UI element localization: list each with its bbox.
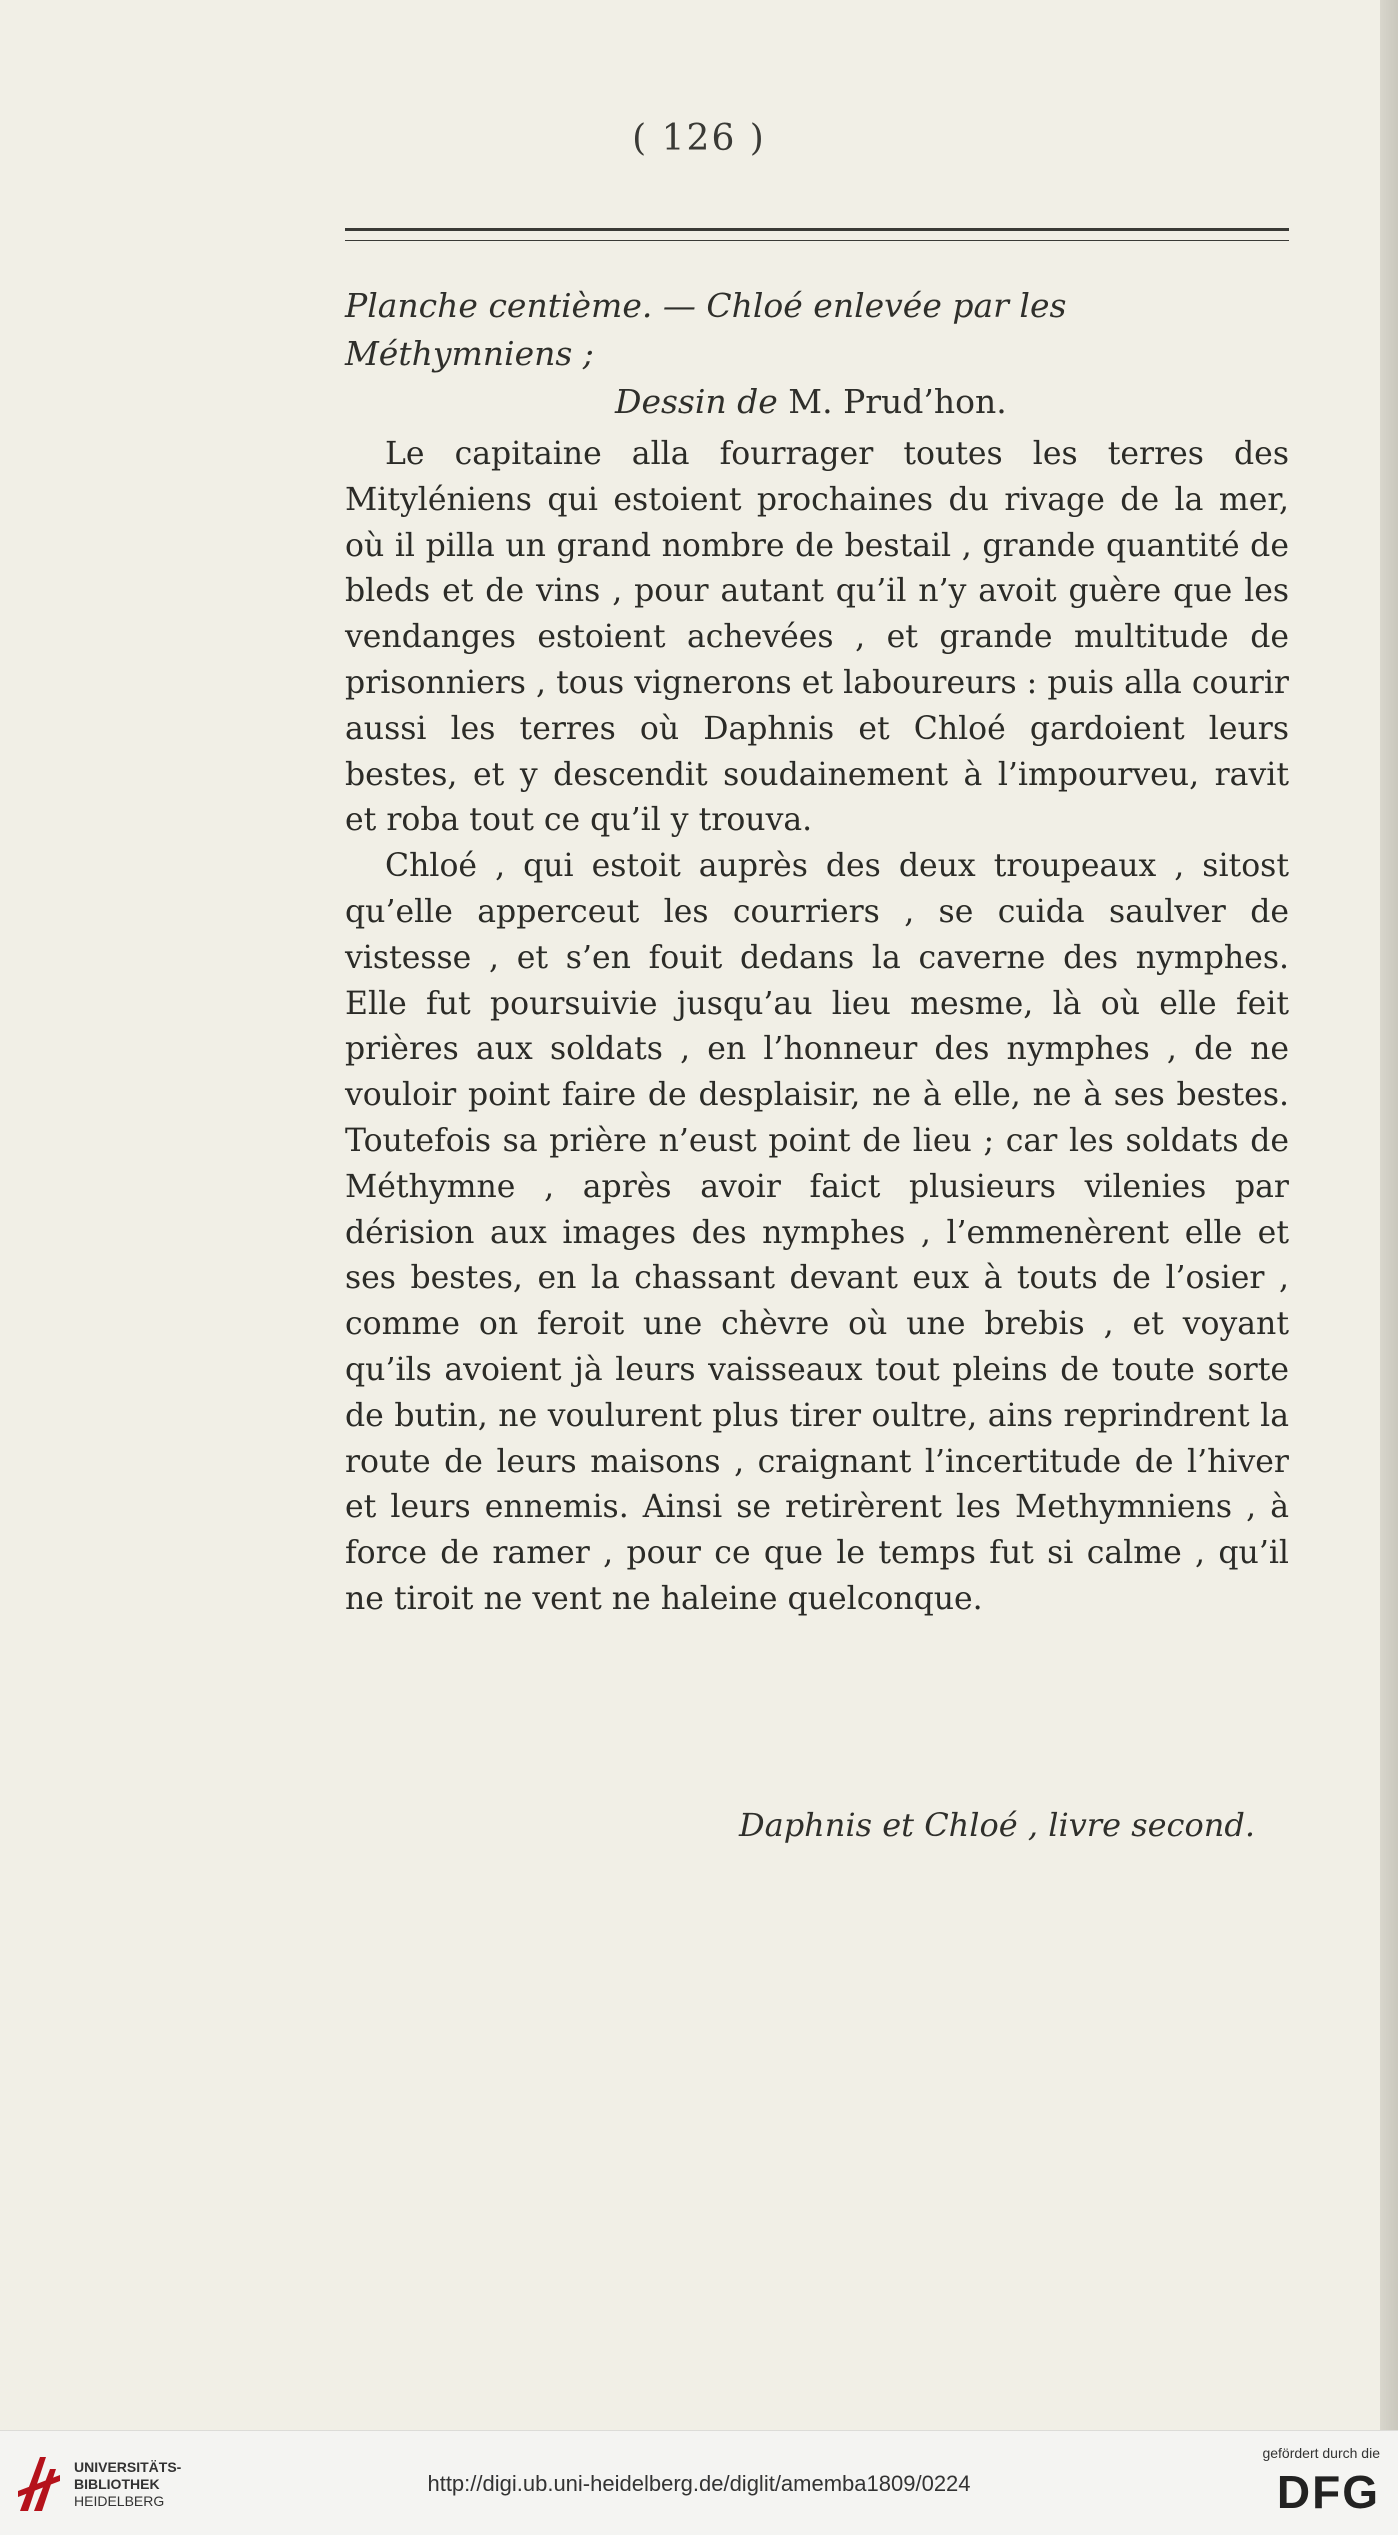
dfg-logo-icon: DFG [1276, 2466, 1380, 2518]
caption-credit [345, 378, 1289, 426]
page-number: ( 126 ) [632, 118, 766, 159]
page-edge-shadow [1380, 0, 1398, 2430]
body-text [345, 432, 1289, 1623]
caption-credit-prefix: Dessin de [615, 382, 778, 421]
library-name-line2: BIBLIOTHEK [74, 2476, 160, 2492]
funding-block [1240, 2445, 1380, 2517]
paragraph-2: Chloé , qui estoit auprès des deux troupeaux , sitost qu’elle apperceut les courriers , se cuida saulver de vistesse , et s’en fouit dedans la caverne des nymphes. Elle fut poursuivie jusqu’au lieu mesme, là où elle feit prières aux soldats , en l’honneur des nymphes , de ne vouloir point faire de desplaisir, ne à elle, ne à ses bestes. Toutefois sa prière n’eust point de lieu ; car les soldats de Méthymne , après avoir faict plusieurs vilenies par dérision aux images des nymphes , l’emmenèrent elle et ses bestes, en la chassant devant eux à touts de l’osier , comme on feroit une chèvre où une brebis , et voyant qu’ils avoient jà leurs vaisseaux tout pleins de toute sorte de butin, ne voulurent plus tirer oultre, ains reprindrent la route de leurs maisons , craignant l’incertitude de l’hiver et leurs ennemis. Ainsi se retirèrent les Methymniens , à force de ramer , pour ce que le temps fut si calme , qu’il ne tiroit ne vent ne haleine quelconque. [345, 848, 1289, 1617]
plate-caption [345, 282, 1289, 426]
digitization-footer [0, 2430, 1398, 2535]
header-rule-thin [345, 240, 1289, 241]
header-rule-thick [345, 228, 1289, 231]
source-attribution: Daphnis et Chloé , livre second. [738, 1806, 1255, 1844]
library-name-line3: HEIDELBERG [74, 2493, 165, 2509]
caption-credit-name: M. Prud’hon. [777, 382, 1007, 421]
permalink-url[interactable]: http://digi.ub.uni-heidelberg.de/diglit/amemba1809/0224 [427, 2471, 971, 2496]
funding-label: gefördert durch die [1262, 2445, 1380, 2461]
library-name-line1: UNIVERSITÄTS- [74, 2459, 182, 2475]
caption-title: Planche centième. — Chloé enlevée par les Méthymniens ; [345, 286, 1067, 373]
paragraph-1: Le capitaine alla fourrager toutes les terres des Mityléniens qui estoient prochaines du rivage de la mer, où il pilla un grand nombre de bestail , grande quantité de bleds et de vins , pour autant qu’il n’y avoit guère que les vendanges estoient achevées , et grande multitude de prisonniers , tous vignerons et laboureurs : puis alla courir aussi les terres où Daphnis et Chloé gardoient leurs bestes, et y descendit soudainement à l’impourveu, ravit et roba tout ce qu’il y trouva. [345, 436, 1289, 839]
